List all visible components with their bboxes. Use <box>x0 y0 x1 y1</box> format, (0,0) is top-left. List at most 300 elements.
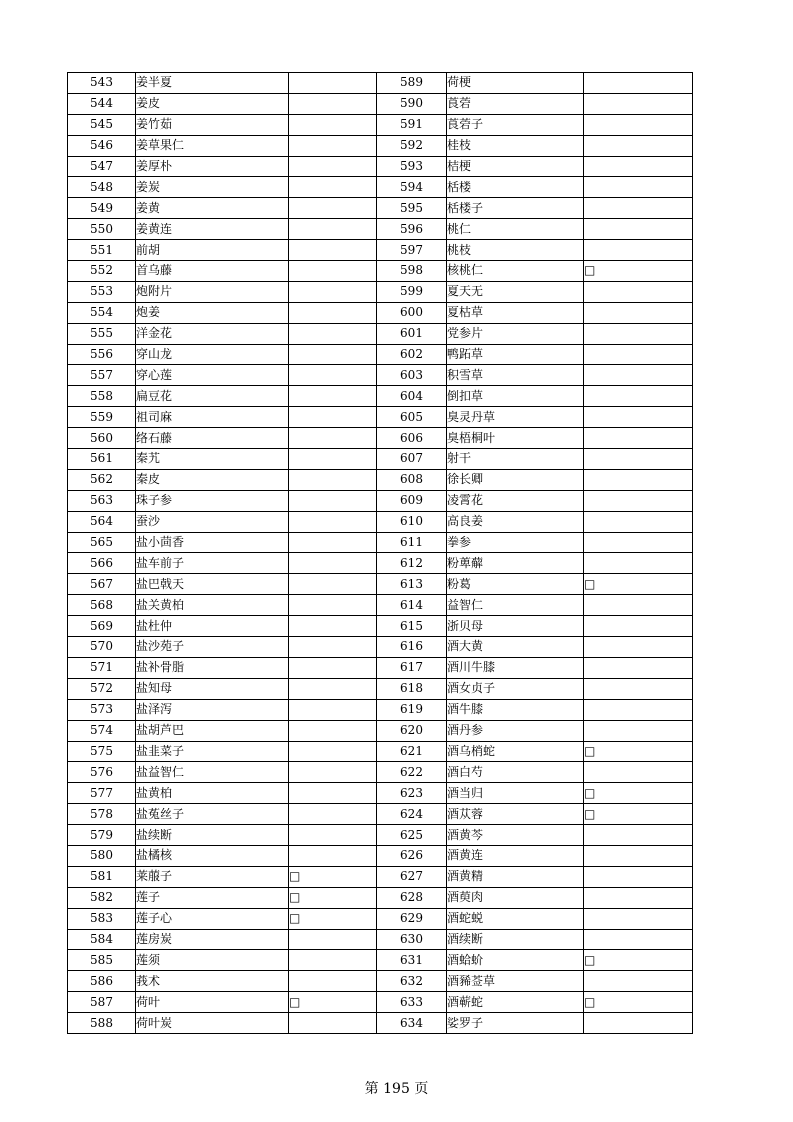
table-row <box>68 261 693 282</box>
entry-number: 571 <box>68 657 136 678</box>
entry-name: 络石藤 <box>136 428 289 449</box>
entry-number: 578 <box>68 804 136 825</box>
entry-number: 550 <box>68 219 136 240</box>
entry-mark <box>584 595 693 616</box>
table-row <box>68 616 693 637</box>
table-row <box>68 407 693 428</box>
entry-name: 夏枯草 <box>447 302 584 323</box>
entry-number: 607 <box>377 449 447 470</box>
entry-name: 凌霄花 <box>447 490 584 511</box>
entry-mark <box>584 156 693 177</box>
table-row <box>68 804 693 825</box>
entry-number: 615 <box>377 616 447 637</box>
table-row <box>68 240 693 261</box>
entry-number: 587 <box>68 992 136 1013</box>
entry-number: 603 <box>377 365 447 386</box>
entry-mark: □ <box>584 992 693 1013</box>
entry-mark <box>584 553 693 574</box>
entry-number: 582 <box>68 887 136 908</box>
table-row <box>68 783 693 804</box>
entry-name: 娑罗子 <box>447 1013 584 1034</box>
entry-number: 633 <box>377 992 447 1013</box>
entry-mark <box>289 469 377 490</box>
entry-name: 荷梗 <box>447 73 584 94</box>
entry-name: 粉葛 <box>447 574 584 595</box>
entry-number: 585 <box>68 950 136 971</box>
entry-mark <box>289 344 377 365</box>
entry-name: 莱菔子 <box>136 866 289 887</box>
entry-name: 盐补骨脂 <box>136 657 289 678</box>
entry-number: 623 <box>377 783 447 804</box>
entry-mark <box>584 281 693 302</box>
entry-number: 558 <box>68 386 136 407</box>
entry-mark <box>584 93 693 114</box>
entry-number: 628 <box>377 887 447 908</box>
entry-mark <box>289 407 377 428</box>
entry-name: 荷叶 <box>136 992 289 1013</box>
entry-name: 高良姜 <box>447 511 584 532</box>
table-row <box>68 908 693 929</box>
entry-mark <box>584 616 693 637</box>
entry-name: 酒蛤蚧 <box>447 950 584 971</box>
entry-number: 556 <box>68 344 136 365</box>
entry-number: 597 <box>377 240 447 261</box>
entry-mark <box>584 323 693 344</box>
entry-mark <box>584 699 693 720</box>
table-row <box>68 114 693 135</box>
entry-name: 莲子 <box>136 887 289 908</box>
entry-mark <box>584 344 693 365</box>
entry-name: 姜炭 <box>136 177 289 198</box>
entry-number: 565 <box>68 532 136 553</box>
entry-mark <box>584 407 693 428</box>
entry-number: 572 <box>68 678 136 699</box>
entry-mark <box>289 261 377 282</box>
entry-name: 射干 <box>447 449 584 470</box>
entry-mark <box>289 532 377 553</box>
entry-name: 酒黄精 <box>447 866 584 887</box>
table-row <box>68 553 693 574</box>
entry-mark <box>289 93 377 114</box>
table-row <box>68 156 693 177</box>
entry-mark <box>289 574 377 595</box>
entry-number: 584 <box>68 929 136 950</box>
entry-number: 559 <box>68 407 136 428</box>
entry-name: 珠子参 <box>136 490 289 511</box>
entry-number: 596 <box>377 219 447 240</box>
entry-name: 洋金花 <box>136 323 289 344</box>
entry-number: 553 <box>68 281 136 302</box>
entry-mark: □ <box>584 950 693 971</box>
entry-mark <box>289 219 377 240</box>
table-row <box>68 365 693 386</box>
entry-number: 549 <box>68 198 136 219</box>
table-row <box>68 762 693 783</box>
entry-number: 576 <box>68 762 136 783</box>
entry-mark: □ <box>584 783 693 804</box>
table-row <box>68 177 693 198</box>
table-row <box>68 386 693 407</box>
table-row <box>68 637 693 658</box>
entry-name: 酒大黄 <box>447 637 584 658</box>
entry-name: 酒黄连 <box>447 845 584 866</box>
entry-mark <box>584 657 693 678</box>
page-number: 195 <box>383 1081 410 1097</box>
entry-number: 624 <box>377 804 447 825</box>
table-row <box>68 929 693 950</box>
entry-name: 盐续断 <box>136 825 289 846</box>
entry-number: 602 <box>377 344 447 365</box>
entry-mark <box>289 929 377 950</box>
entry-number: 605 <box>377 407 447 428</box>
entry-name: 鸭跖草 <box>447 344 584 365</box>
entry-number: 579 <box>68 825 136 846</box>
entry-name: 盐小茴香 <box>136 532 289 553</box>
entry-mark <box>289 825 377 846</box>
entry-number: 557 <box>68 365 136 386</box>
entry-mark: □ <box>584 741 693 762</box>
entry-mark <box>289 741 377 762</box>
entry-mark <box>584 114 693 135</box>
entry-mark: □ <box>584 261 693 282</box>
entry-name: 桃枝 <box>447 240 584 261</box>
entry-mark <box>289 720 377 741</box>
entry-number: 608 <box>377 469 447 490</box>
entry-name: 酒续断 <box>447 929 584 950</box>
entry-number: 543 <box>68 73 136 94</box>
entry-name: 夏天无 <box>447 281 584 302</box>
entry-number: 630 <box>377 929 447 950</box>
table-row <box>68 469 693 490</box>
footer-suffix: 页 <box>414 1081 429 1097</box>
entry-number: 600 <box>377 302 447 323</box>
entry-mark <box>584 135 693 156</box>
entry-mark <box>289 845 377 866</box>
table-row <box>68 741 693 762</box>
entry-mark <box>289 783 377 804</box>
entry-name: 姜厚朴 <box>136 156 289 177</box>
entry-mark <box>289 135 377 156</box>
table-row <box>68 490 693 511</box>
entry-number: 566 <box>68 553 136 574</box>
table-body <box>68 73 693 1034</box>
entry-name: 莪术 <box>136 971 289 992</box>
herb-list-table <box>67 72 693 1034</box>
entry-mark <box>584 302 693 323</box>
entry-mark <box>584 908 693 929</box>
entry-mark <box>289 762 377 783</box>
entry-number: 548 <box>68 177 136 198</box>
entry-mark <box>289 553 377 574</box>
entry-number: 577 <box>68 783 136 804</box>
entry-name: 核桃仁 <box>447 261 584 282</box>
entry-number: 627 <box>377 866 447 887</box>
entry-name: 姜黄连 <box>136 219 289 240</box>
entry-number: 609 <box>377 490 447 511</box>
entry-mark <box>289 386 377 407</box>
entry-name: 桂枝 <box>447 135 584 156</box>
entry-mark <box>584 449 693 470</box>
table-row <box>68 344 693 365</box>
entry-number: 610 <box>377 511 447 532</box>
entry-name: 栝楼 <box>447 177 584 198</box>
table-row <box>68 219 693 240</box>
table-row <box>68 950 693 971</box>
page-footer <box>0 1078 793 1098</box>
entry-name: 盐泽泻 <box>136 699 289 720</box>
entry-name: 盐车前子 <box>136 553 289 574</box>
entry-name: 莨菪子 <box>447 114 584 135</box>
entry-mark <box>584 866 693 887</box>
entry-number: 573 <box>68 699 136 720</box>
entry-mark <box>584 762 693 783</box>
entry-name: 祖司麻 <box>136 407 289 428</box>
entry-mark <box>584 929 693 950</box>
entry-name: 莲须 <box>136 950 289 971</box>
table-row <box>68 574 693 595</box>
entry-name: 酒乌梢蛇 <box>447 741 584 762</box>
entry-name: 首乌藤 <box>136 261 289 282</box>
entry-name: 炮姜 <box>136 302 289 323</box>
table-row <box>68 992 693 1013</box>
entry-number: 595 <box>377 198 447 219</box>
entry-name: 党参片 <box>447 323 584 344</box>
entry-name: 莨菪 <box>447 93 584 114</box>
table-row <box>68 825 693 846</box>
entry-name: 酒白芍 <box>447 762 584 783</box>
entry-mark <box>289 323 377 344</box>
entry-mark <box>289 365 377 386</box>
entry-mark <box>584 825 693 846</box>
entry-name: 酒当归 <box>447 783 584 804</box>
entry-number: 554 <box>68 302 136 323</box>
entry-name: 盐菟丝子 <box>136 804 289 825</box>
entry-name: 姜半夏 <box>136 73 289 94</box>
entry-name: 盐橘核 <box>136 845 289 866</box>
entry-number: 547 <box>68 156 136 177</box>
entry-number: 555 <box>68 323 136 344</box>
entry-mark <box>584 720 693 741</box>
entry-name: 酒蕲蛇 <box>447 992 584 1013</box>
entry-number: 612 <box>377 553 447 574</box>
entry-name: 姜皮 <box>136 93 289 114</box>
entry-mark <box>289 678 377 699</box>
entry-mark <box>289 156 377 177</box>
entry-name: 浙贝母 <box>447 616 584 637</box>
entry-number: 620 <box>377 720 447 741</box>
entry-mark <box>289 971 377 992</box>
entry-mark: □ <box>289 866 377 887</box>
entry-mark: □ <box>289 887 377 908</box>
entry-mark <box>584 678 693 699</box>
entry-mark <box>289 198 377 219</box>
entry-name: 臭梧桐叶 <box>447 428 584 449</box>
entry-name: 盐韭菜子 <box>136 741 289 762</box>
entry-mark <box>584 971 693 992</box>
entry-number: 613 <box>377 574 447 595</box>
entry-number: 586 <box>68 971 136 992</box>
entry-name: 臭灵丹草 <box>447 407 584 428</box>
entry-mark <box>289 1013 377 1034</box>
entry-number: 544 <box>68 93 136 114</box>
entry-number: 621 <box>377 741 447 762</box>
entry-name: 酒蛇蜕 <box>447 908 584 929</box>
table-row <box>68 678 693 699</box>
entry-name: 倒扣草 <box>447 386 584 407</box>
entry-name: 荷叶炭 <box>136 1013 289 1034</box>
entry-name: 炮附片 <box>136 281 289 302</box>
entry-name: 盐胡芦巴 <box>136 720 289 741</box>
entry-number: 589 <box>377 73 447 94</box>
entry-number: 564 <box>68 511 136 532</box>
entry-name: 酒萸肉 <box>447 887 584 908</box>
entry-mark <box>289 449 377 470</box>
entry-number: 592 <box>377 135 447 156</box>
table-row <box>68 866 693 887</box>
entry-number: 570 <box>68 637 136 658</box>
entry-name: 莲房炭 <box>136 929 289 950</box>
entry-name: 盐益智仁 <box>136 762 289 783</box>
entry-name: 酒豨莶草 <box>447 971 584 992</box>
footer-prefix: 第 <box>364 1081 379 1097</box>
table-row <box>68 720 693 741</box>
entry-name: 酒丹参 <box>447 720 584 741</box>
entry-mark <box>584 219 693 240</box>
entry-mark <box>584 511 693 532</box>
entry-name: 姜竹茹 <box>136 114 289 135</box>
entry-number: 622 <box>377 762 447 783</box>
entry-name: 酒黄芩 <box>447 825 584 846</box>
entry-number: 551 <box>68 240 136 261</box>
entry-mark <box>584 73 693 94</box>
table-row <box>68 1013 693 1034</box>
entry-number: 560 <box>68 428 136 449</box>
entry-name: 姜草果仁 <box>136 135 289 156</box>
entry-number: 632 <box>377 971 447 992</box>
entry-name: 姜黄 <box>136 198 289 219</box>
entry-number: 594 <box>377 177 447 198</box>
entry-mark <box>289 616 377 637</box>
entry-mark <box>289 699 377 720</box>
table-row <box>68 135 693 156</box>
entry-number: 568 <box>68 595 136 616</box>
table-row <box>68 971 693 992</box>
entry-number: 601 <box>377 323 447 344</box>
entry-number: 631 <box>377 950 447 971</box>
table-row <box>68 532 693 553</box>
entry-mark <box>584 198 693 219</box>
entry-number: 618 <box>377 678 447 699</box>
entry-number: 625 <box>377 825 447 846</box>
entry-mark <box>584 428 693 449</box>
table-row <box>68 699 693 720</box>
entry-name: 扁豆花 <box>136 386 289 407</box>
entry-number: 583 <box>68 908 136 929</box>
entry-mark <box>584 490 693 511</box>
entry-mark <box>289 511 377 532</box>
entry-name: 穿心莲 <box>136 365 289 386</box>
entry-mark: □ <box>289 908 377 929</box>
entry-name: 徐长卿 <box>447 469 584 490</box>
entry-name: 盐巴戟天 <box>136 574 289 595</box>
entry-number: 611 <box>377 532 447 553</box>
entry-number: 588 <box>68 1013 136 1034</box>
entry-mark <box>584 845 693 866</box>
entry-name: 益智仁 <box>447 595 584 616</box>
entry-mark: □ <box>584 574 693 595</box>
entry-name: 莲子心 <box>136 908 289 929</box>
table-row <box>68 73 693 94</box>
entry-mark <box>289 490 377 511</box>
entry-name: 秦艽 <box>136 449 289 470</box>
table-row <box>68 428 693 449</box>
entry-mark <box>289 73 377 94</box>
entry-mark <box>289 281 377 302</box>
entry-mark: □ <box>584 804 693 825</box>
entry-mark <box>584 1013 693 1034</box>
entry-number: 574 <box>68 720 136 741</box>
entry-name: 盐杜仲 <box>136 616 289 637</box>
entry-name: 前胡 <box>136 240 289 261</box>
entry-name: 粉萆薢 <box>447 553 584 574</box>
entry-number: 590 <box>377 93 447 114</box>
entry-number: 614 <box>377 595 447 616</box>
entry-name: 酒苁蓉 <box>447 804 584 825</box>
entry-number: 580 <box>68 845 136 866</box>
entry-number: 593 <box>377 156 447 177</box>
entry-name: 盐关黄柏 <box>136 595 289 616</box>
entry-name: 栝楼子 <box>447 198 584 219</box>
entry-name: 蚕沙 <box>136 511 289 532</box>
entry-name: 酒牛膝 <box>447 699 584 720</box>
table-row <box>68 449 693 470</box>
entry-name: 酒女贞子 <box>447 678 584 699</box>
table-row <box>68 657 693 678</box>
entry-number: 575 <box>68 741 136 762</box>
entry-mark <box>289 804 377 825</box>
entry-mark <box>584 386 693 407</box>
entry-mark <box>584 637 693 658</box>
entry-number: 591 <box>377 114 447 135</box>
entry-mark <box>584 532 693 553</box>
entry-mark <box>584 177 693 198</box>
entry-mark: □ <box>289 992 377 1013</box>
table-row <box>68 302 693 323</box>
entry-number: 546 <box>68 135 136 156</box>
entry-mark <box>289 428 377 449</box>
table-row <box>68 281 693 302</box>
entry-number: 552 <box>68 261 136 282</box>
entry-mark <box>289 657 377 678</box>
table-row <box>68 198 693 219</box>
entry-mark <box>584 469 693 490</box>
table-row <box>68 511 693 532</box>
entry-mark <box>289 950 377 971</box>
entry-number: 563 <box>68 490 136 511</box>
entry-mark <box>289 177 377 198</box>
entry-mark <box>289 595 377 616</box>
entry-name: 桃仁 <box>447 219 584 240</box>
entry-mark <box>584 365 693 386</box>
entry-name: 桔梗 <box>447 156 584 177</box>
entry-mark <box>289 302 377 323</box>
entry-mark <box>289 637 377 658</box>
entry-number: 617 <box>377 657 447 678</box>
entry-name: 盐知母 <box>136 678 289 699</box>
entry-number: 567 <box>68 574 136 595</box>
entry-name: 酒川牛膝 <box>447 657 584 678</box>
entry-name: 拳参 <box>447 532 584 553</box>
